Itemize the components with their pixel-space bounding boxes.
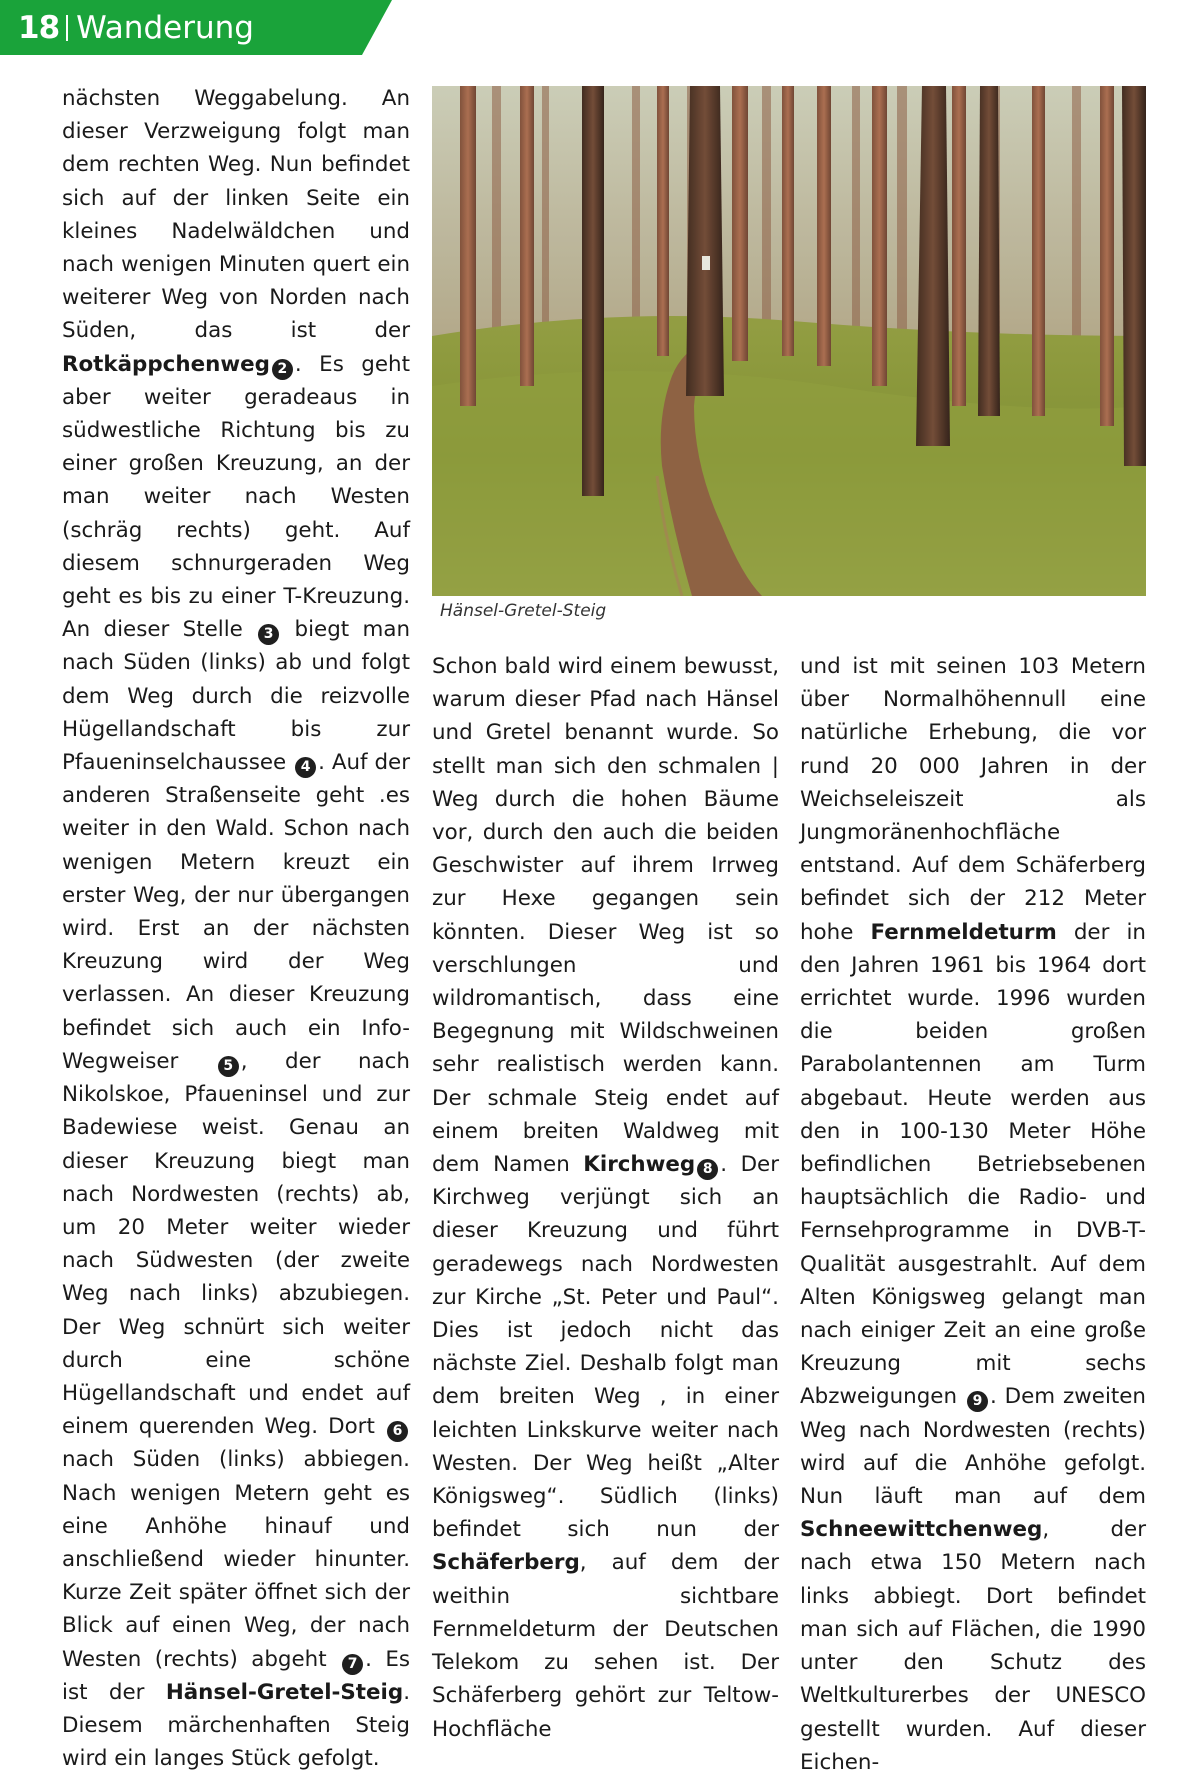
forest-illustration: [432, 86, 1146, 596]
column-2-text: [432, 650, 779, 1746]
text-column-2: [432, 650, 779, 1746]
forest-photo: [432, 86, 1146, 596]
text-run: und ist mit seinen 103 Metern über Normalhöhennull eine natürliche Erhebung, die vor rund 20 000 Jahren in der Weichseleiszeit als Jungmoränenhochfläche entstand. Auf dem Schäferberg befindet sich der 212 Meter hohe: [800, 654, 1146, 945]
waypoint-marker: 5: [218, 1056, 239, 1077]
page-number: 18: [18, 10, 60, 46]
text-column-1: [62, 82, 410, 1775]
waypoint-marker: 8: [697, 1159, 718, 1180]
emphasized-term: Hänsel-Gretel-Steig: [165, 1679, 404, 1705]
section-title: Wanderung: [76, 10, 254, 46]
column-1-text: [62, 82, 410, 1775]
waypoint-marker: 6: [387, 1421, 408, 1442]
header-label: [18, 8, 254, 48]
photo-caption: Hänsel-Gretel-Steig: [440, 601, 607, 621]
waypoint-marker: 2: [272, 359, 293, 380]
emphasized-term: Schäferberg: [432, 1550, 580, 1576]
header-divider: [66, 15, 68, 41]
section-header: [0, 0, 1200, 55]
emphasized-term: Rotkäppchenweg: [62, 351, 270, 377]
text-run: . Es ist der: [62, 1646, 410, 1705]
text-run: . Diesem märchenhaften Steig wird ein langes Stück gefolgt.: [62, 1679, 410, 1772]
text-run: . Es geht aber weiter geradeaus in südwestliche Richtung bis zu einer großen Kreuzung, an der man weiter nach Westen (schräg rechts) geht. Auf diesem schnurgeraden Weg geht es bis zu einer T-Kreuzung. An dieser Stelle: [62, 351, 410, 643]
text-run: . Auf der anderen Straßenseite geht .es weiter in den Wald. Schon nach wenigen Metern kreuzt ein erster Weg, der nur übergangen wird. Erst an der nächsten Kreuzung wird der Weg verlassen. An dieser Kreuzung befindet sich auch ein Info-Wegweiser: [62, 750, 411, 1074]
emphasized-term: Kirchweg: [583, 1152, 696, 1178]
text-run: der in den Jahren 1961 bis 1964 dort errichtet wurde. 1996 wurden die beiden großen Parabolantennen am Turm abgebaut. Heute werden aus den in 100-130 Meter Höhe befindlichen Betriebsebenen hauptsächlich die Radio- und Fernsehprogramme in DVB-T-Qualität ausgestrahlt. Auf dem Alten Königsweg gelangt man nach einiger Zeit an eine große Kreuzung mit sechs Abzweigungen: [800, 919, 1146, 1410]
text-run: . Dem zweiten Weg nach Nordwesten (rechts) wird auf die Anhöhe gefolgt. Nun läuft man auf dem: [800, 1384, 1146, 1510]
text-run: Schon bald wird einem bewusst, warum dieser Pfad nach Hänsel und Gretel benannt wurde. So stellt man sich den schmalen | Weg durch die hohen Bäume vor, durch den auch die beiden Geschwister auf ihrem Irrweg zur Hexe gegangen sein könnten. Dieser Weg ist so verschlungen und wildromantisch, dass eine Begegnung mit Wildschweinen sehr realistisch werden kann. Der schmale Steig endet auf einem breiten Waldweg mit dem Namen: [432, 654, 779, 1178]
waypoint-marker: 9: [967, 1391, 988, 1412]
text-run: . Der Kirchweg verjüngt sich an dieser Kreuzung und führt geradewegs nach Nordwesten zur Kirche „St. Peter und Paul“. Dies ist jedoch nicht das nächste Ziel. Deshalb folgt man dem breiten Weg , in einer leichten Linkskurve weiter nach Westen. Der Weg heißt „Alter Königsweg“. Südlich (links) befindet sich nun der: [432, 1152, 779, 1543]
emphasized-term: Schneewittchenweg: [800, 1517, 1043, 1543]
text-run: , der nach Nikolskoe, Pfaueninsel und zur Badewiese weist. Genau an dieser Kreuzung biegt man nach Nordwesten (rechts) ab, um 20 Meter weiter wieder nach Südwesten (der zweite Weg nach links) abzubiegen. Der Weg schnürt sich weiter durch eine schöne Hügellandschaft und endet auf einem querenden Weg. Dort: [62, 1048, 410, 1440]
text-run: , der nach etwa 150 Metern nach links abbiegt. Dort befindet man sich auf Flächen, die 1990 unter den Schutz des Weltkulturerbes der UNESCO gestellt wurden. Auf dieser Eichen-: [800, 1517, 1146, 1775]
text-run: , auf dem der weithin sichtbare Fernmeldeturm der Deutschen Telekom zu sehen ist. Der Schäferberg gehört zur Teltow-Hochfläche: [432, 1550, 779, 1742]
waypoint-marker: 4: [295, 757, 316, 778]
column-3-text: [800, 650, 1146, 1779]
waypoint-marker: 3: [258, 624, 279, 645]
text-column-3: [800, 650, 1146, 1779]
emphasized-term: Fernmeldeturm: [870, 919, 1057, 945]
text-run: nächsten Weggabelung. An dieser Verzweigung folgt man dem rechten Weg. Nun befindet sich auf der linken Seite ein kleines Nadelwäldchen und nach wenigen Minuten quert ein weiterer Weg von Norden nach Süden, das ist der: [62, 86, 410, 344]
text-run: nach Süden (links) abbiegen. Nach wenigen Metern geht es eine Anhöhe hinauf und anschließend wieder hinunter. Kurze Zeit später öffnet sich der Blick auf einen Weg, der nach Westen (rechts) abgeht: [62, 1447, 410, 1672]
text-run: biegt man nach Süden (links) ab und folgt dem Weg durch die reizvolle Hügellandschaft bis zur Pfaueninselchaussee: [62, 617, 411, 776]
waypoint-marker: 7: [342, 1654, 363, 1675]
